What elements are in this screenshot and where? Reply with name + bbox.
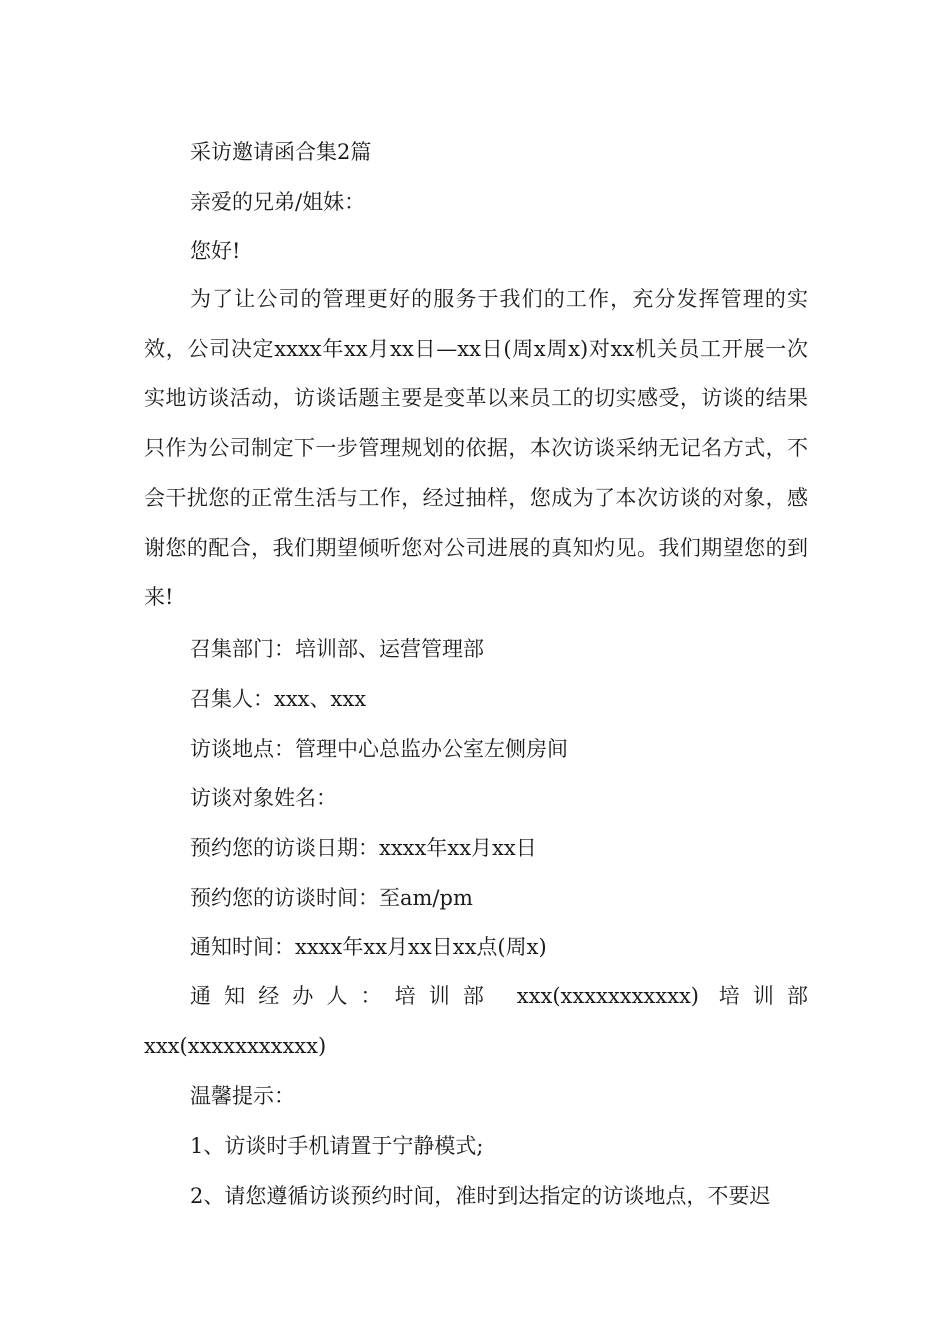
notice-time: 通知时间：xxxx年xx月xx日xx点(周x) — [190, 935, 547, 959]
body-paragraph: 为了让公司的管理更好的服务于我们的工作，充分发挥管理的实效，公司决定xxxx年xx月xx日—xx日(周x周x)对xx机关员工开展一次实地访谈活动，访谈话题主要是变革以来员工的切实感受，访谈的结果只作为公司制定下一步管理规划的依据，本次访谈采纳无记名方式，不会干扰您的正常生活与工作，经过抽样，您成为了本次访谈的对象，感谢您的配合，我们期望倾听您对公司进展的真知灼见。我们期望您的到来! — [144, 287, 808, 610]
notice-handler: 通知经办人：培训部 xxx(xxxxxxxxxxx) 培训部 xxx(xxxxxxxxxxx) — [144, 984, 808, 1058]
interviewee-name: 访谈对象姓名： — [190, 786, 337, 810]
organizer-person: 召集人：xxx、xxx — [190, 687, 367, 711]
appointment-date: 预约您的访谈日期：xxxx年xx月xx日 — [190, 836, 537, 860]
tip-item-2: 2、请您遵循访谈预约时间，准时到达指定的访谈地点，不要迟 — [190, 1184, 771, 1208]
tips-heading: 温馨提示： — [190, 1084, 295, 1108]
greeting: 您好! — [190, 239, 241, 263]
tip-item-1: 1、访谈时手机请置于宁静模式; — [190, 1134, 484, 1158]
interview-location: 访谈地点：管理中心总监办公室左侧房间 — [190, 737, 568, 761]
document-title: 采访邀请函合集2篇 — [190, 140, 372, 164]
appointment-time: 预约您的访谈时间：至am/pm — [190, 886, 473, 910]
salutation: 亲爱的兄弟/姐妹： — [190, 190, 366, 214]
organizer-department: 召集部门：培训部、运营管理部 — [190, 637, 484, 661]
